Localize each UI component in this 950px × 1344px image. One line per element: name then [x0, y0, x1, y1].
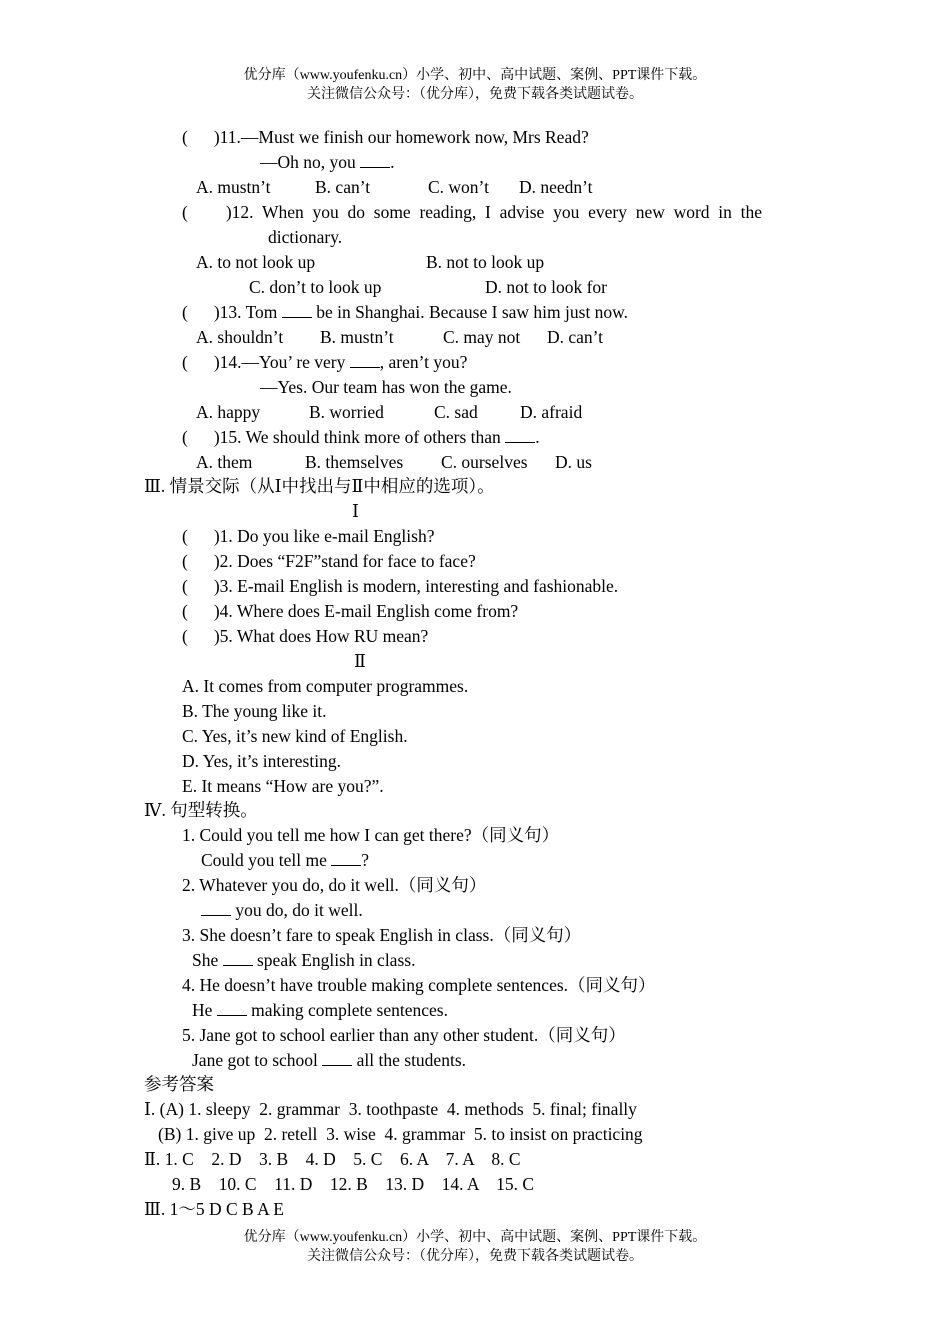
section-3-title: Ⅲ. 情景交际（从Ⅰ中找出与Ⅱ中相应的选项）。 [144, 476, 495, 496]
answers-line: (B) 1. give up 2. retell 3. wise 4. grammar 5. to insist on practicing [158, 1124, 643, 1144]
answer-blank [322, 1051, 352, 1066]
question-12-cont: dictionary. [268, 227, 343, 247]
answer-blank [201, 901, 231, 916]
rewrite-answer: Could you tell me ? [201, 850, 370, 870]
question-11: ( )11.—Must we finish our homework now, Mrs Read? [182, 127, 589, 147]
option: B. can’t [315, 177, 371, 197]
rewrite-question: 3. She doesn’t fare to speak English in class.（同义句） [182, 925, 582, 945]
question-12: ( )12. When you do some reading, I advise you every new word in the [182, 202, 763, 222]
answers-line: Ⅱ. 1. C 2. D 3. B 4. D 5. C 6. A 7. A 8. C [144, 1149, 521, 1169]
column-2-heading: Ⅱ [354, 651, 366, 671]
option: C. don’t to look up [249, 277, 382, 297]
rewrite-answer: Jane got to school all the students. [192, 1050, 466, 1070]
dialog-answer: A. It comes from computer programmes. [182, 676, 469, 696]
answer-blank [360, 153, 390, 168]
option: C. won’t [428, 177, 489, 197]
answer-blank [505, 428, 535, 443]
answers-line: 9. B 10. C 11. D 12. B 13. D 14. A 15. C [172, 1174, 535, 1194]
option: A. happy [196, 402, 261, 422]
rewrite-question: 4. He doesn’t have trouble making complete sentences.（同义句） [182, 975, 656, 995]
dialog-answer: E. It means “How are you?”. [182, 776, 384, 796]
question-13: ( )13. Tom be in Shanghai. Because I saw him just now. [182, 302, 629, 322]
rewrite-question: 5. Jane got to school earlier than any other student.（同义句） [182, 1025, 626, 1045]
option: C. may not [443, 327, 521, 347]
header-line-2: 关注微信公众号：（优分库），免费下载各类试题试卷。 [307, 87, 643, 102]
answer-blank [223, 951, 253, 966]
dialog-answer: B. The young like it. [182, 701, 327, 721]
option: D. can’t [547, 327, 604, 347]
option: A. mustn’t [196, 177, 271, 197]
option: B. not to look up [426, 252, 545, 272]
answers-line: Ⅰ. (A) 1. sleepy 2. grammar 3. toothpaste 4. methods 5. final; finally [144, 1099, 637, 1119]
option: D. needn’t [519, 177, 593, 197]
option: A. shouldn’t [196, 327, 284, 347]
answer-blank [217, 1001, 247, 1016]
rewrite-answer: She speak English in class. [192, 950, 416, 970]
question-14: ( )14.—You’ re very , aren’t you? [182, 352, 468, 372]
rewrite-question: 1. Could you tell me how I can get there?（同义句） [182, 825, 560, 845]
section-4-title: Ⅳ. 句型转换。 [144, 800, 258, 820]
dialog-question: ( )2. Does “F2F”stand for face to face? [182, 551, 476, 571]
dialog-question: ( )3. E-mail English is modern, interesting and fashionable. [182, 576, 619, 596]
option: A. to not look up [196, 252, 316, 272]
option: B. mustn’t [320, 327, 394, 347]
option: C. ourselves [441, 452, 528, 472]
column-1-heading: Ⅰ [352, 501, 359, 521]
rewrite-answer: you do, do it well. [201, 899, 363, 921]
rewrite-question: 2. Whatever you do, do it well.（同义句） [182, 875, 487, 895]
question-14-reply: —Yes. Our team has won the game. [260, 377, 512, 397]
question-15: ( )15. We should think more of others than . [182, 427, 540, 447]
option: D. us [555, 452, 592, 472]
dialog-question: ( )1. Do you like e-mail English? [182, 526, 435, 546]
header-line-1: 优分库（www.youfenku.cn）小学、初中、高中试题、案例、PPT课件下载。 [243, 68, 707, 83]
answers-line: Ⅲ. 1～5 D C B A E [144, 1199, 284, 1219]
option: C. sad [434, 402, 478, 422]
dialog-answer: D. Yes, it’s interesting. [182, 751, 341, 771]
footer-line-1: 优分库（www.youfenku.cn）小学、初中、高中试题、案例、PPT课件下载。 [243, 1230, 707, 1245]
answer-blank [331, 851, 361, 866]
answers-title: 参考答案 [144, 1074, 214, 1094]
option: A. them [196, 452, 253, 472]
dialog-answer: C. Yes, it’s new kind of English. [182, 726, 408, 746]
question-11-reply: —Oh no, you . [260, 152, 395, 172]
option: D. not to look for [485, 277, 608, 297]
dialog-question: ( )5. What does How RU mean? [182, 626, 429, 646]
answer-blank [282, 303, 312, 318]
rewrite-answer: He making complete sentences. [192, 1000, 448, 1020]
option: B. worried [309, 402, 384, 422]
option: B. themselves [305, 452, 404, 472]
answer-blank [350, 353, 380, 368]
footer-line-2: 关注微信公众号：（优分库），免费下载各类试题试卷。 [307, 1249, 643, 1264]
option: D. afraid [520, 402, 583, 422]
dialog-question: ( )4. Where does E-mail English come from? [182, 601, 519, 621]
